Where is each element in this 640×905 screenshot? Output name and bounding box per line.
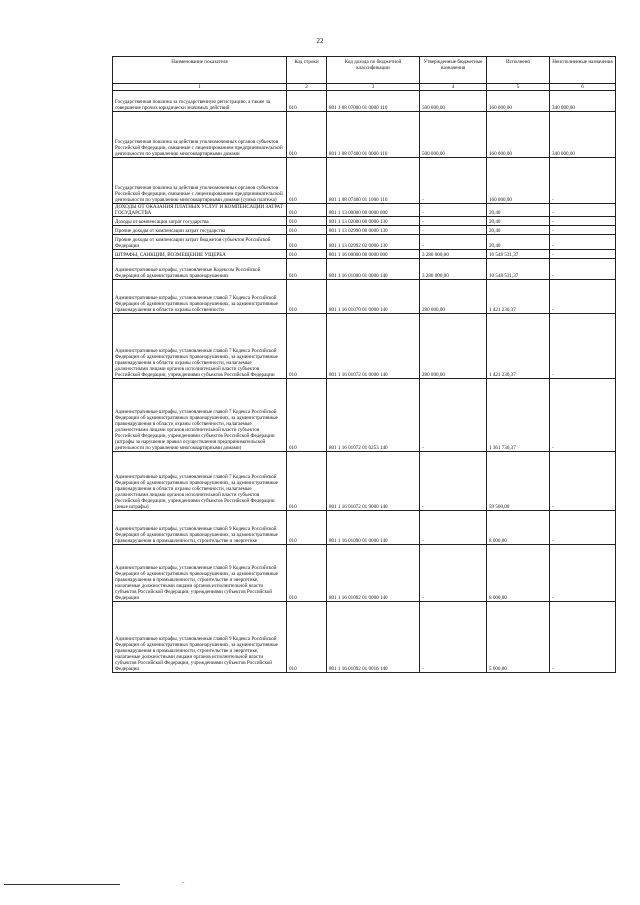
- row-line-code: 010: [287, 511, 327, 545]
- column-number: 1: [113, 84, 287, 91]
- row-unexecuted-amount: -: [550, 280, 616, 314]
- footer-separator: [4, 884, 120, 885]
- row-unexecuted-amount: -: [550, 314, 616, 379]
- row-executed-amount: 160 000,00: [487, 91, 550, 112]
- row-unexecuted-amount: 340 000,00: [550, 91, 616, 112]
- row-indicator-name: ШТРАФЫ, САНКЦИИ, ВОЗМЕЩЕНИЕ УЩЕРБА: [113, 250, 287, 259]
- row-approved-amount: -: [420, 204, 487, 217]
- row-executed-amount: 10 548 531,37: [487, 250, 550, 259]
- table-row: [113, 91, 616, 112]
- row-income-code: 801 1 16 01072 01 9000 140: [327, 452, 420, 511]
- row-indicator-name: Административные штрафы, установленные главой 9 Кодекса Российской Федерации об административных правонарушениях, за административные правонарушения в промышленности, строительстве и энергетике, налагаемые должностными лицами органов исполнительной власти субъектов Российской Федерации, учреждениями субъектов Российской Федерации: [113, 545, 287, 602]
- row-executed-amount: 8 000,00: [487, 545, 550, 602]
- row-approved-amount: 280 000,00: [420, 280, 487, 314]
- row-executed-amount: 160 000,00: [487, 158, 550, 204]
- table-row: [113, 379, 616, 452]
- row-indicator-name: Доходы от компенсации затрат государства: [113, 217, 287, 226]
- row-approved-amount: 280 000,00: [420, 314, 487, 379]
- row-line-code: 010: [287, 235, 327, 250]
- row-approved-amount: -: [420, 217, 487, 226]
- row-line-code: 010: [287, 112, 327, 158]
- row-line-code: 010: [287, 250, 327, 259]
- row-income-code: 801 1 16 01070 01 0000 140: [327, 280, 420, 314]
- table-row: [113, 250, 616, 259]
- row-approved-amount: 500 000,00: [420, 91, 487, 112]
- row-line-code: 010: [287, 545, 327, 602]
- table-row: [113, 314, 616, 379]
- row-executed-amount: 59 500,00: [487, 452, 550, 511]
- header-executed: Исполнено: [487, 57, 550, 84]
- row-unexecuted-amount: -: [550, 545, 616, 602]
- row-executed-amount: 20,40: [487, 204, 550, 217]
- row-executed-amount: 160 000,00: [487, 112, 550, 158]
- row-unexecuted-amount: -: [550, 217, 616, 226]
- table-row: [113, 452, 616, 511]
- table-row: [113, 217, 616, 226]
- row-unexecuted-amount: -: [550, 250, 616, 259]
- row-income-code: 801 1 16 00000 00 0000 000: [327, 250, 420, 259]
- row-indicator-name: Административные штрафы, установленные главой 7 Кодекса Российской Федерации об административных правонарушениях, за административные правонарушения в области охраны собственности, налагаемые должностными лицами органов исполнительной власти субъектов Российской Федерации, учреждениями субъектов Российской Федерации: [113, 314, 287, 379]
- row-income-code: 801 1 08 07000 01 0000 110: [327, 91, 420, 112]
- row-unexecuted-amount: -: [550, 602, 616, 673]
- row-unexecuted-amount: -: [550, 452, 616, 511]
- table-row: [113, 235, 616, 250]
- header-line-code: Код строки: [287, 57, 327, 84]
- row-unexecuted-amount: -: [550, 204, 616, 217]
- row-executed-amount: 20,40: [487, 217, 550, 226]
- row-income-code: 801 1 13 02000 00 0000 130: [327, 217, 420, 226]
- row-executed-amount: 5 000,00: [487, 602, 550, 673]
- header-unexecuted: Неисполненные назначения: [550, 57, 616, 84]
- row-line-code: 010: [287, 158, 327, 204]
- header-row: [113, 57, 616, 84]
- row-income-code: 801 1 16 01090 01 0000 140: [327, 511, 420, 545]
- table-body: [113, 91, 616, 673]
- row-approved-amount: -: [420, 235, 487, 250]
- table-row: [113, 158, 616, 204]
- table-row: [113, 511, 616, 545]
- row-income-code: 801 1 08 07400 01 0000 110: [327, 112, 420, 158]
- row-executed-amount: 1 421 230,37: [487, 314, 550, 379]
- row-approved-amount: -: [420, 226, 487, 235]
- row-line-code: 010: [287, 204, 327, 217]
- row-income-code: 801 1 13 02992 02 0000 130: [327, 235, 420, 250]
- row-executed-amount: 1 421 230,37: [487, 280, 550, 314]
- row-indicator-name: ДОХОДЫ ОТ ОКАЗАНИЯ ПЛАТНЫХ УСЛУГ И КОМПЕНСАЦИИ ЗАТРАТ ГОСУДАРСТВА: [113, 204, 287, 217]
- row-unexecuted-amount: -: [550, 379, 616, 452]
- row-executed-amount: 20,40: [487, 226, 550, 235]
- row-approved-amount: 3 280 000,00: [420, 259, 487, 280]
- row-indicator-name: Административные штрафы, установленные главой 9 Кодекса Российской Федерации об административных правонарушениях, за административные правонарушения в промышленности, строительстве и энергетике: [113, 511, 287, 545]
- row-executed-amount: 10 548 531,37: [487, 259, 550, 280]
- row-line-code: 010: [287, 259, 327, 280]
- row-line-code: 010: [287, 91, 327, 112]
- budget-execution-table: [112, 56, 616, 673]
- row-approved-amount: -: [420, 602, 487, 673]
- row-approved-amount: -: [420, 545, 487, 602]
- row-line-code: 010: [287, 452, 327, 511]
- row-income-code: 801 1 16 01092 01 0016 140: [327, 602, 420, 673]
- column-number: 5: [487, 84, 550, 91]
- row-unexecuted-amount: 340 000,00: [550, 112, 616, 158]
- row-line-code: 010: [287, 226, 327, 235]
- row-line-code: 010: [287, 217, 327, 226]
- row-income-code: 801 1 16 01000 01 0000 140: [327, 259, 420, 280]
- column-number: 3: [327, 84, 420, 91]
- row-executed-amount: 8 000,00: [487, 511, 550, 545]
- row-indicator-name: Административные штрафы, установленные главой 7 Кодекса Российской Федерации об административных правонарушениях, за административные правонарушения в области охраны собственности: [113, 280, 287, 314]
- row-indicator-name: Прочие доходы от компенсации затрат бюджетов субъектов Российской Федерации: [113, 235, 287, 250]
- column-numbers-row: [113, 84, 616, 91]
- row-approved-amount: -: [420, 452, 487, 511]
- header-income-code: Код дохода по бюджетной классификации: [327, 57, 420, 84]
- row-income-code: 801 1 16 01072 01 0253 140: [327, 379, 420, 452]
- row-approved-amount: -: [420, 158, 487, 204]
- table-row: [113, 280, 616, 314]
- row-income-code: 801 1 13 00000 00 0000 000: [327, 204, 420, 217]
- row-indicator-name: Прочие доходы от компенсации затрат государства: [113, 226, 287, 235]
- row-indicator-name: Административные штрафы, установленные главой 7 Кодекса Российской Федерации об административных правонарушениях, за административные правонарушения в области охраны собственности, налагаемые должностными лицами органов исполнительной власти субъектов Российской Федерации, учреждениями субъектов Российской Федерации (иные штрафы): [113, 452, 287, 511]
- row-unexecuted-amount: -: [550, 158, 616, 204]
- header-approved: Утвержденные бюджетные назначения: [420, 57, 487, 84]
- table-row: [113, 545, 616, 602]
- row-indicator-name: Административные штрафы, установленные главой 7 Кодекса Российской Федерации об административных правонарушениях, за административные правонарушения в области охраны собственности, налагаемые должностными лицами органов исполнительной власти субъектов Российской Федерации, учреждениями субъектов Российской Федерации (штрафы за нарушение правил осуществления предпринимательской деятельности по управлению многоквартирными домами): [113, 379, 287, 452]
- row-indicator-name: Государственная пошлина за действия уполномоченных органов субъектов Российской Федерации, связанные с лицензированием предпринимательской деятельности по управлению многоквартирными домами: [113, 112, 287, 158]
- row-executed-amount: 1 361 730,37: [487, 379, 550, 452]
- row-unexecuted-amount: -: [550, 226, 616, 235]
- footer-mark: ..: [182, 880, 185, 885]
- header-indicator-name: Наименование показателя: [113, 57, 287, 84]
- row-income-code: 801 1 16 01072 01 0000 140: [327, 314, 420, 379]
- row-unexecuted-amount: -: [550, 259, 616, 280]
- row-indicator-name: Административные штрафы, установленные Кодексом Российской Федерации об административных правонарушениях: [113, 259, 287, 280]
- table-row: [113, 204, 616, 217]
- row-line-code: 010: [287, 602, 327, 673]
- row-unexecuted-amount: -: [550, 235, 616, 250]
- row-approved-amount: 500 000,00: [420, 112, 487, 158]
- row-indicator-name: Государственная пошлина за государственную регистрацию, а также за совершение прочих юридически значимых действий: [113, 91, 287, 112]
- table-row: [113, 602, 616, 673]
- row-indicator-name: Административные штрафы, установленные главой 9 Кодекса Российской Федерации об административных правонарушениях, за административные правонарушения в промышленности, строительстве и энергетике, налагаемые должностными лицами органов исполнительной власти субъектов Российской Федерации, учреждениями субъектов Российской Федерации: [113, 602, 287, 673]
- row-line-code: 010: [287, 379, 327, 452]
- page-number: 22: [316, 37, 324, 45]
- column-number: 4: [420, 84, 487, 91]
- row-line-code: 010: [287, 314, 327, 379]
- row-income-code: 801 1 13 02990 00 0000 130: [327, 226, 420, 235]
- row-indicator-name: Государственная пошлина за действия уполномоченных органов субъектов Российской Федерации, связанные с лицензированием предпринимательской деятельности по управлению многоквартирными домами (сумма платежа): [113, 158, 287, 204]
- row-income-code: 801 1 08 07400 01 1000 110: [327, 158, 420, 204]
- row-approved-amount: 3 280 000,00: [420, 250, 487, 259]
- row-approved-amount: -: [420, 379, 487, 452]
- column-number: 6: [550, 84, 616, 91]
- row-income-code: 801 1 16 01092 01 0000 140: [327, 545, 420, 602]
- column-number: 2: [287, 84, 327, 91]
- row-line-code: 010: [287, 280, 327, 314]
- table-row: [113, 259, 616, 280]
- row-unexecuted-amount: -: [550, 511, 616, 545]
- table-row: [113, 226, 616, 235]
- row-executed-amount: 20,40: [487, 235, 550, 250]
- row-approved-amount: -: [420, 511, 487, 545]
- table-row: [113, 112, 616, 158]
